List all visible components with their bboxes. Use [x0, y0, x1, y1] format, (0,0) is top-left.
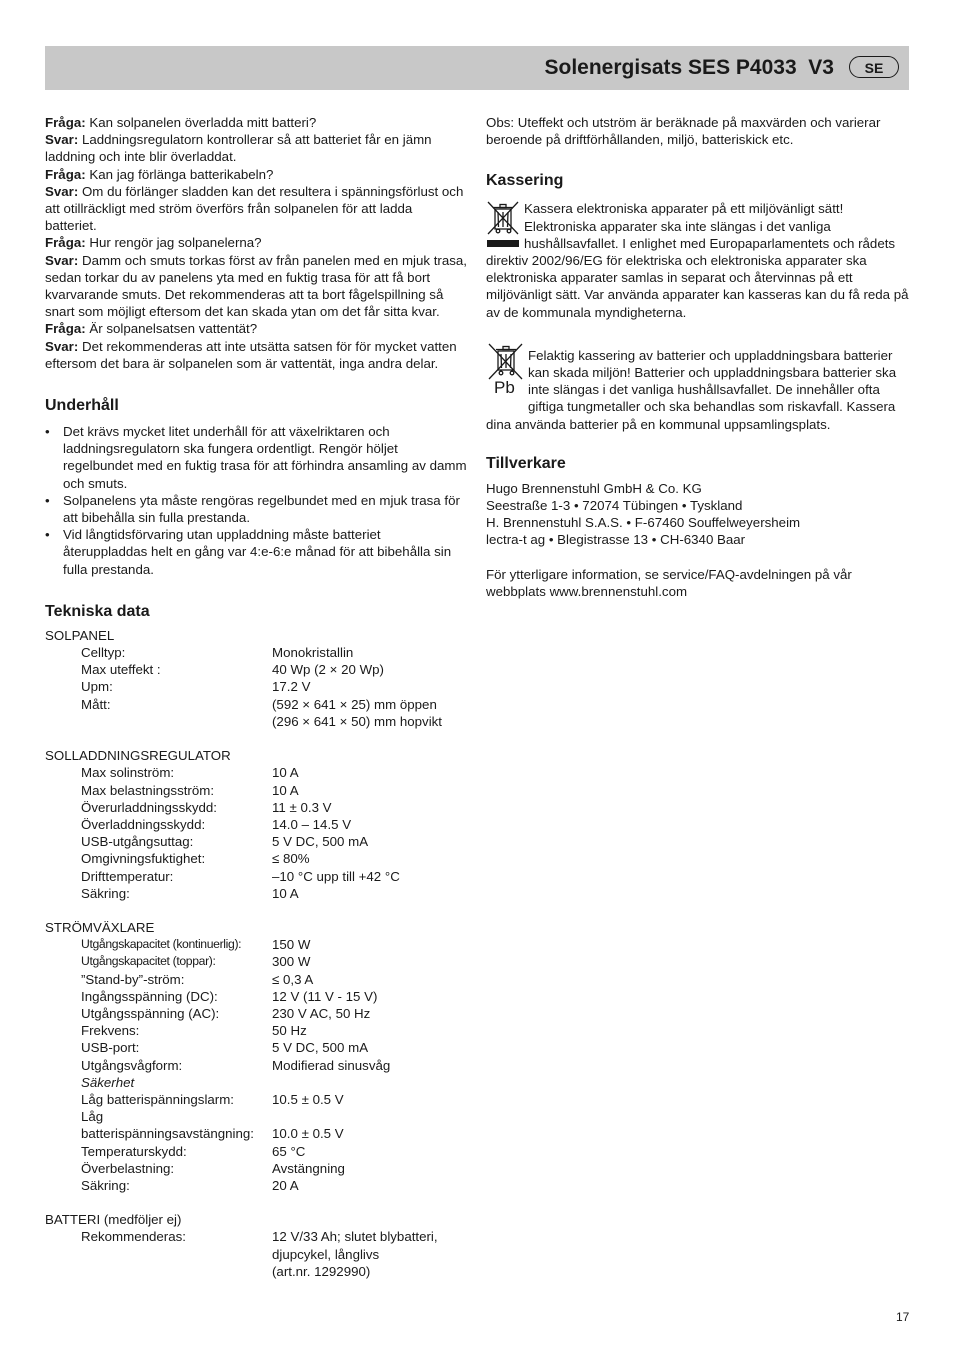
spec-row: Utgångskapacitet (toppar): 300 W — [81, 954, 311, 970]
spec-group-title: SOLPANEL — [45, 627, 115, 643]
crossed-bin-icon — [486, 200, 520, 250]
spec-group-title: BATTERI (medföljer ej) — [45, 1212, 182, 1228]
tech-heading: Tekniska data — [45, 602, 150, 620]
spec-row: Ingångsspänning (DC): 12 V (11 V - 15 V) — [81, 988, 378, 1004]
spec-row: Temperaturskydd: 65 °C — [81, 1143, 306, 1159]
address-line: H. Brennenstuhl S.A.S. • F-67460 Souffelweyersheim — [486, 515, 801, 531]
safety-subtitle: Säkerhet — [81, 1074, 135, 1090]
list-item: • Vid långtidsförvaring utan uppladdning måste batteriet återuppladdas helt en gång var 4:e-6:e månad för att bibehålla sin fulla prestanda. — [45, 526, 467, 578]
spec-row: Drifttemperatur: –10 °C upp till +42 °C — [81, 868, 400, 884]
spec-row: USB-utgångsuttag: 5 V DC, 500 mA — [81, 834, 369, 850]
list-item: • Solpanelens yta måste rengöras regelbundet med en mjuk trasa för att bibehålla sin fulla prestanda. — [45, 492, 467, 526]
language-badge: SE — [849, 56, 899, 78]
crossed-bin-small-icon — [486, 343, 524, 383]
spec-battery — [45, 1211, 467, 1280]
faq-answer: Svar: Om du förlänger sladden kan det resultera i spänningsförlust och att otillräckligt med ström överförs från solpanelen för att ladda batteriet. — [45, 183, 464, 234]
spec-row: Max belastningsström: 10 A — [81, 782, 299, 798]
faq-answer: Svar: Laddningsregulatorn kontrollerar så att batteriet får en jämn laddning och inte blir överladdat. — [45, 132, 432, 165]
left-column — [45, 114, 467, 1280]
spec-row: Max solinström: 10 A — [81, 765, 299, 781]
spec-row: Utgångsspänning (AC): 230 V AC, 50 Hz — [81, 1005, 371, 1021]
faq-section — [45, 114, 467, 372]
spec-row: Säkring: 10 A — [81, 885, 299, 901]
address-line: Seestraße 1-3 • 72074 Tübingen • Tyskland — [486, 498, 743, 514]
spec-solpanel — [45, 627, 467, 730]
spec-row: Säkring: 20 A — [81, 1177, 299, 1193]
faq-question: Fråga: Kan solpanelen överladda mitt batteri? — [45, 115, 317, 130]
list-item: • Det krävs mycket litet underhåll för att växelriktaren och laddningsregulatorn ska fungera ordentligt. Rengör höljet regelbundet med en fuktig trasa för att förhindra ansamling av damm och smuts. — [45, 423, 467, 492]
pb-label: Pb — [494, 377, 515, 397]
spec-row: USB-port: 5 V DC, 500 mA — [81, 1040, 369, 1056]
spec-group-title: SOLLADDNINGSREGULATOR — [45, 748, 231, 764]
spec-row: djupcykel, långlivs — [272, 1246, 380, 1262]
spec-group-title: STRÖMVÄXLARE — [45, 919, 155, 935]
spec-row: Överbelastning: Avstängning — [81, 1160, 345, 1176]
faq-answer: Svar: Det rekommenderas att inte utsätta satsen för för mycket vatten eftersom det bara är solpanelen som är vattentät, inga andra delar. — [45, 338, 457, 371]
faq-answer: Svar: Damm och smuts torkas först av från panelen med en mjuk trasa, sedan torkar du av panelens yta med en fuktig trasa för att få bort kvarvarande smuts. Det rekommenderas att ta bort fågelspillning så snart som möjligt eftersom det kan skada ytan om det får sitta kvar. — [45, 252, 467, 320]
page-title: Solenergisats SES P4033 V3 — [544, 56, 834, 79]
faq-question: Fråga: Kan jag förlänga batterikabeln? — [45, 166, 274, 182]
spec-row: ”Stand-by”-ström: ≤ 0,3 A — [81, 971, 314, 987]
weee-text: Kassera elektroniska apparater på ett miljövänligt sätt! Elektroniska apparater ska inte slängas i det vanliga hushållsavfallet. I enlighet med Europaparlamentets och rådets direktiv 2002/96/EG för elektriska och elektroniska apparater ska elektroniska apparater samlas in separat och återvinnas på ett miljövänligt sätt. Var använda apparater kan kasseras kan du få reda på av de kommunala myndigheterna. — [486, 201, 909, 320]
spec-row: Max uteffekt : 40 Wp (2 × 20 Wp) — [81, 662, 384, 678]
spec-row: Utgångskapacitet (kontinuerlig): 150 W — [81, 937, 311, 953]
faq-question: Fråga: Hur rengör jag solpanelerna? — [45, 235, 262, 251]
spec-row: Överladdningsskydd: 14.0 – 14.5 V — [81, 816, 352, 832]
address-line: lectra-t ag • Blegistrasse 13 • CH-6340 Baar — [486, 532, 746, 548]
page-header — [45, 46, 909, 90]
more-info-text: För ytterligare information, se service/FAQ-avdelningen på vår webbplats www.brennenstuhl.com — [486, 566, 852, 599]
spec-row: Överurladdningsskydd: 11 ± 0.3 V — [81, 799, 332, 815]
maintenance-heading: Underhåll — [45, 397, 119, 415]
manufacturer-heading: Tillverkare — [486, 454, 566, 472]
spec-row: Rekommenderas: 12 V/33 Ah; slutet blybatteri, — [81, 1229, 438, 1245]
page-number: 17 — [896, 1310, 910, 1324]
spec-row: Utgångsvågform: Modifierad sinusvåg — [81, 1057, 391, 1073]
spec-row: Upm: 17.2 V — [81, 679, 311, 695]
faq-question: Fråga: Är solpanelsatsen vattentät? — [45, 321, 258, 337]
spec-row: batterispänningsavstängning: 10.0 ± 0.5 V — [81, 1126, 344, 1142]
spec-row: (art.nr. 1292990) — [272, 1263, 371, 1279]
spec-regulator — [45, 747, 467, 902]
spec-row: (296 × 641 × 50) mm hopvikt — [272, 713, 442, 729]
spec-row: Låg — [81, 1109, 104, 1125]
spec-row: Frekvens: 50 Hz — [81, 1023, 307, 1039]
spec-row: Celltyp: Monokristallin — [81, 645, 354, 661]
weee-block — [486, 200, 910, 320]
battery-bin-icon — [486, 343, 524, 399]
battery-disposal-block — [486, 343, 910, 433]
spec-inverter — [45, 919, 467, 1194]
disposal-heading: Kassering — [486, 172, 564, 190]
spec-row: Omgivningsfuktighet: ≤ 80% — [81, 851, 310, 867]
manufacturer-address — [486, 480, 910, 549]
maintenance-list — [45, 423, 467, 578]
right-column — [486, 114, 910, 600]
output-note: Obs: Uteffekt och utström är beräknade på maxvärden och varierar beroende på driftförhållanden, miljö, batteriskick etc. — [486, 115, 881, 148]
spec-row: Mått: (592 × 641 × 25) mm öppen — [81, 696, 437, 712]
address-line: Hugo Brennenstuhl GmbH & Co. KG — [486, 480, 702, 496]
battery-disposal-text: Felaktig kassering av batterier och uppladdningsbara batterier kan skada miljön! Batterier och uppladdningsbara batterier ska inte slängas i det vanliga hushållsavfallet. De innehåller ofta giftiga tungmetaller och ska behandlas som riskavfall. Kassera dina använda batterier på en kommunal uppsamlingsplats. — [486, 347, 897, 432]
spec-row: Låg batterispänningslarm: 10.5 ± 0.5 V — [81, 1091, 344, 1107]
